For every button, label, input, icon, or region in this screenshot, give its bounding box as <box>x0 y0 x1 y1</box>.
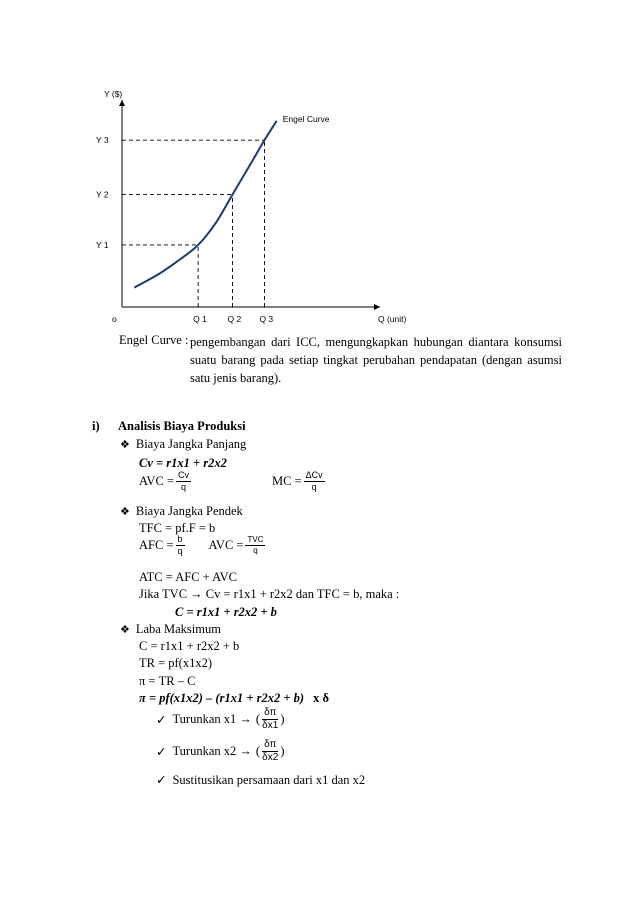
mc-formula <box>272 471 327 492</box>
avc-formula <box>139 471 193 492</box>
x-tick-label: Q 3 <box>259 314 274 324</box>
step-1: ✓ Turunkan x1 → ( $\frac{\delta\pi}{\delta x1}$ ) <box>156 707 285 731</box>
engel-curve-chart <box>0 0 638 340</box>
y-tick-label: Y 3 <box>96 135 109 146</box>
step-1-label: Turunkan x1 → <box>172 712 252 726</box>
short-avc-label: AVC = <box>208 538 244 552</box>
step-3-text: Sustitusikan persamaan dari x1 dan x2 <box>172 773 366 787</box>
checkmark-icon: ✓ <box>156 712 167 727</box>
checkmark-icon: ✓ <box>156 773 167 787</box>
engel-curve-line <box>134 121 276 288</box>
step-2: ✓ Turunkan x2 → ( $\frac{\delta\pi}{\delta x2}$ ) <box>156 739 285 763</box>
delta-suffix: x δ <box>313 691 329 705</box>
avc-numerator: Cv <box>177 470 189 480</box>
long-run-heading: Biaya Jangka Panjang <box>135 437 247 451</box>
mc-numerator: ΔCv <box>305 470 323 480</box>
mc-label: MC = <box>272 474 302 488</box>
step-3 <box>156 772 365 788</box>
afc-formula <box>139 535 267 556</box>
short-run-heading: Biaya Jangka Pendek <box>135 504 243 518</box>
short-run-heading-row <box>120 504 243 519</box>
y-tick-label: Y 1 <box>96 239 109 250</box>
avc-denominator: q <box>180 482 186 492</box>
afc-numerator: b <box>177 534 183 544</box>
atc-eq: ATC = AFC + AVC <box>139 570 237 584</box>
long-run-cost-eq: Cv = r1x1 + r2x2 <box>139 456 227 470</box>
profit-eq: π = TR – C <box>139 674 196 688</box>
step-2-denominator: δx2 <box>262 752 279 763</box>
diamond-bullet-icon: ❖ <box>120 439 130 451</box>
step-2-label: Turunkan x2 → <box>172 744 252 758</box>
section-number: i) <box>92 419 100 433</box>
revenue-eq: TR = pf(x1x2) <box>139 656 213 670</box>
y-axis-label: Y ($) <box>104 89 123 99</box>
profit-heading-row <box>120 622 221 637</box>
definition-term: Engel Curve : <box>119 333 189 347</box>
y-tick-label: Y 2 <box>96 189 109 200</box>
x-tick-label: Q 2 <box>227 314 242 324</box>
profit-heading: Laba Maksimum <box>135 622 221 636</box>
diamond-bullet-icon: ❖ <box>120 506 130 518</box>
diamond-bullet-icon: ❖ <box>120 624 130 636</box>
x-axis-label: Q (unit) <box>378 314 407 324</box>
x-tick-label: Q 1 <box>193 314 207 324</box>
checkmark-icon: ✓ <box>156 744 167 759</box>
total-cost-eq: C = r1x1 + r2x2 + b <box>175 605 277 619</box>
origin-label: o <box>112 314 117 324</box>
definition-text: pengembangan dari ICC, mengungkapkan hubungan diantara konsumsi suatu barang pada setiap tingkat perubahan pendapatan (dengan asumsi satu jenis barang). <box>190 335 562 385</box>
profit-full-row <box>139 691 329 706</box>
curve-annotation: Engel Curve <box>282 113 330 124</box>
long-run-heading-row <box>120 437 246 452</box>
mc-denominator: q <box>311 482 317 492</box>
profit-cost-eq: C = r1x1 + r2x2 + b <box>139 639 240 653</box>
tfc-eq: TFC = pf.F = b <box>139 521 216 535</box>
step-1-numerator: δπ <box>264 707 277 718</box>
profit-full-eq: π = pf(x1x2) – (r1x1 + r2x2 + b) <box>139 691 304 705</box>
step-1-denominator: δx1 <box>262 720 279 731</box>
avc-label: AVC = <box>139 474 174 488</box>
afc-label: AFC = <box>139 538 174 552</box>
section-title: Analisis Biaya Produksi <box>118 419 246 433</box>
short-avc-numerator: TVC <box>247 535 264 544</box>
step-2-numerator: δπ <box>264 739 277 750</box>
short-avc-denominator: q <box>253 546 258 555</box>
tvc-line: Jika TVC → Cv = r1x1 + r2x2 dan TFC = b, maka : <box>139 587 400 601</box>
afc-denominator: q <box>177 546 183 556</box>
